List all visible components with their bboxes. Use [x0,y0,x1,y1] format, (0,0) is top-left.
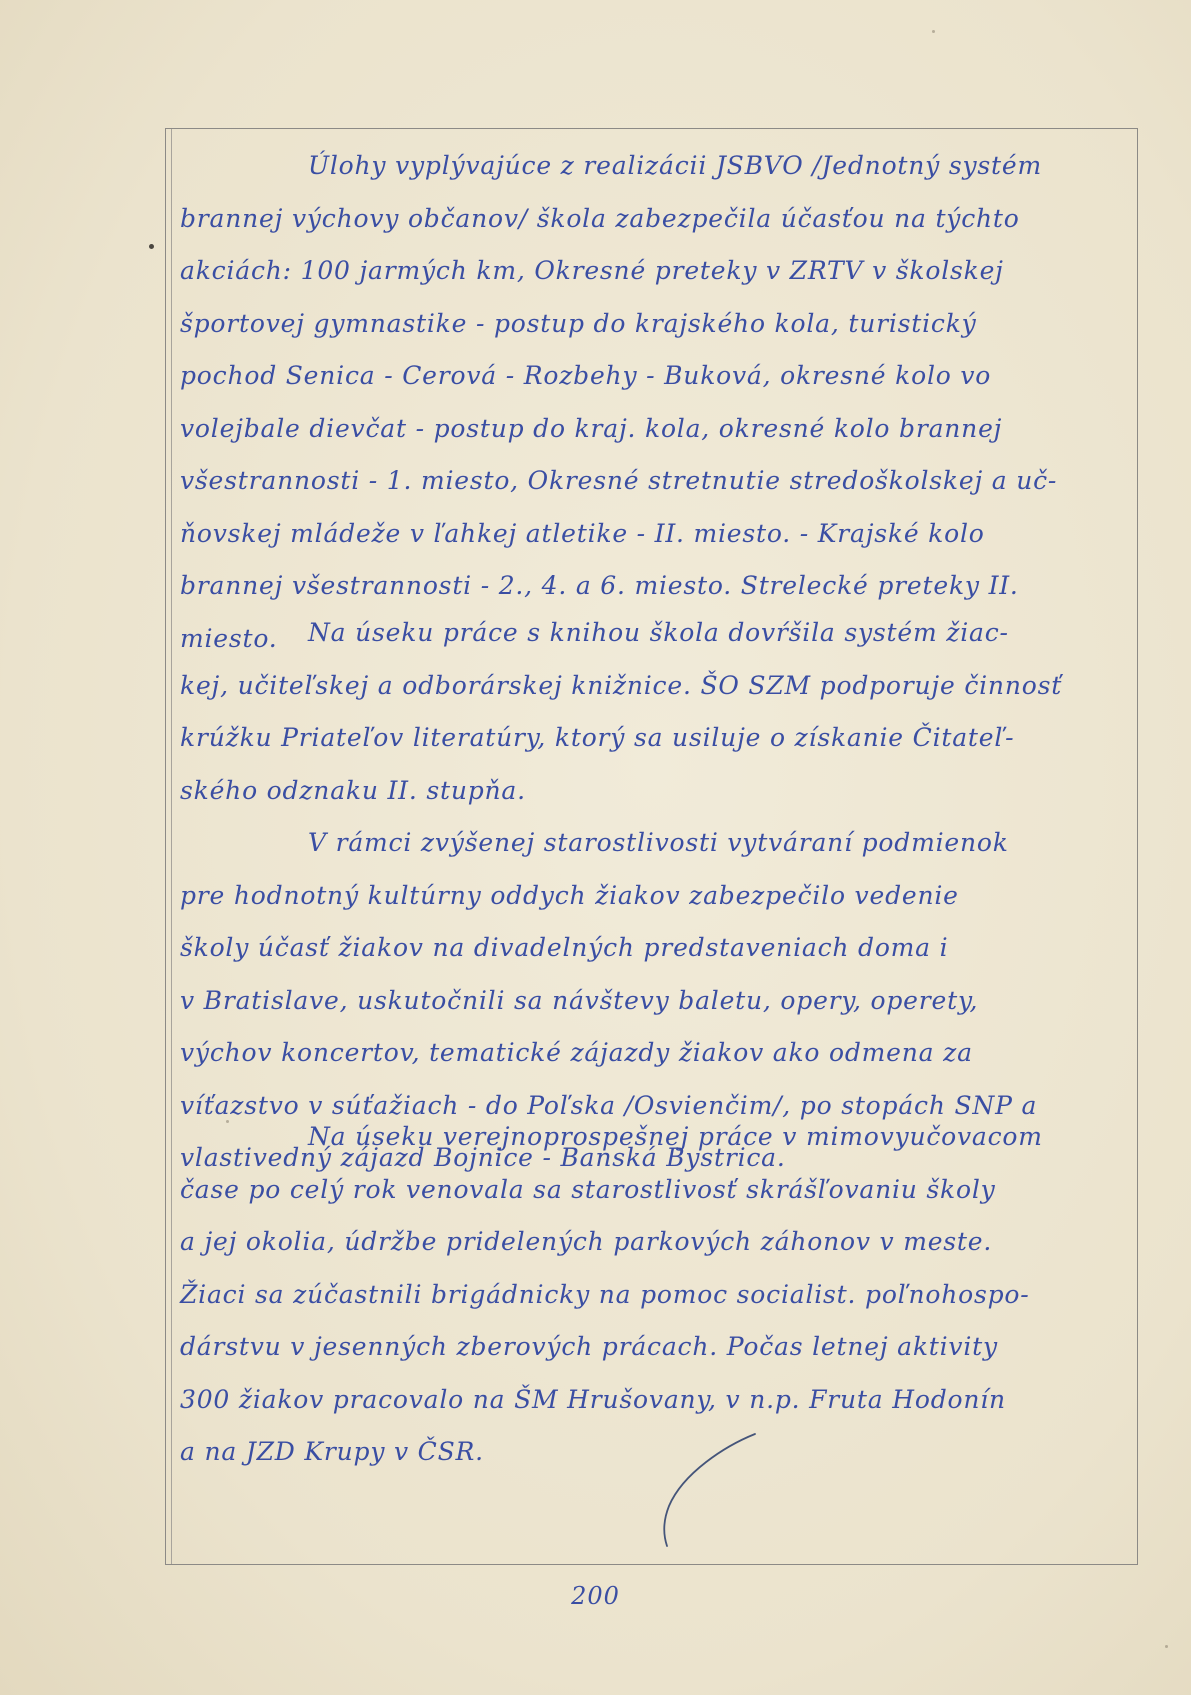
text-line: Úlohy vyplývajúce z realizácii JSBVO /Jednotný systém [308,151,1042,180]
text-line: čase po celý rok venovala sa starostlivosť skrášľovaniu školy [180,1174,996,1204]
text-line: a jej okolia, údržbe pridelených parkových záhonov v meste. [180,1227,993,1256]
text-line: krúžku Priateľov literatúry, ktorý sa usiluje o získanie Čitateľ- [180,723,1015,752]
text-line: 300 žiakov pracovalo na ŠM Hrušovany, v n.p. Fruta Hodonín [180,1384,1006,1414]
text-line: výchov koncertov, tematické zájazdy žiakov ako odmena za [180,1038,973,1067]
text-line: akciách: 100 jarmých km, Okresné preteky v ZRTV v školskej [180,256,1004,285]
text-line: víťazstvo v súťažiach - do Poľska /Osvienčim/, po stopách SNP a [180,1090,1038,1120]
text-line: všestrannosti - 1. miesto, Okresné stretnutie stredoškolskej a uč- [180,466,1058,495]
text-line: pre hodnotný kultúrny oddych žiakov zabezpečilo vedenie [180,880,959,910]
text-line: Žiaci sa zúčastnili brigádnicky na pomoc socialist. poľnohospo- [180,1279,1030,1309]
text-line: športovej gymnastike - postup do krajského kola, turistický [180,308,977,338]
end-flourish-mark [655,1428,770,1548]
paragraph-verejnoprospesna-praca [180,1111,1120,1479]
text-line: kej, učiteľskej a odborárskej knižnice. ŠO SZM podporuje činnosť [180,670,1063,700]
text-line: Na úseku verejnoprospešnej práce v mimovyučovacom [308,1122,1043,1151]
text-line: V rámci zvýšenej starostlivosti vytváraní podmienok [308,828,1009,857]
paper-speck [932,30,935,33]
text-line: vlastivedný zájazd Bojnice - Banská Bystrica. [180,1143,786,1172]
paper-speck [1165,1645,1168,1648]
text-line: v Bratislave, uskutočnili sa návštevy baletu, opery, operety, [180,985,979,1015]
text-line: dárstvu v jesenných zberových prácach. Počas letnej aktivity [180,1332,998,1361]
page-number: 200 [571,1582,620,1610]
text-line: pochod Senica - Cerová - Rozbehy - Buková, okresné kolo vo [180,361,992,390]
text-line: brannej všestrannosti - 2., 4. a 6. miesto. Strelecké preteky II. [180,571,1019,600]
text-line: a na JZD Krupy v ČSR. [180,1437,484,1466]
text-line: miesto. [180,623,278,653]
text-line: ňovskej mládeže v ľahkej atletike - II. miesto. - Krajské kolo [180,518,985,548]
margin-dot [149,244,154,249]
text-line: brannej výchovy občanov/ škola zabezpečila účasťou na týchto [180,203,1020,233]
text-line: Na úseku práce s knihou škola dovŕšila systém žiac- [308,618,1009,647]
paragraph-praca-s-knihou [180,607,1120,1185]
text-line: školy účasť žiakov na divadelných predstaveniach doma i [180,933,949,962]
text-line: ského odznaku II. stupňa. [180,775,526,805]
paragraph-brannej-vychovy [180,140,1120,665]
text-line: volejbale dievčat - postup do kraj. kola, okresné kolo brannej [180,413,1003,443]
